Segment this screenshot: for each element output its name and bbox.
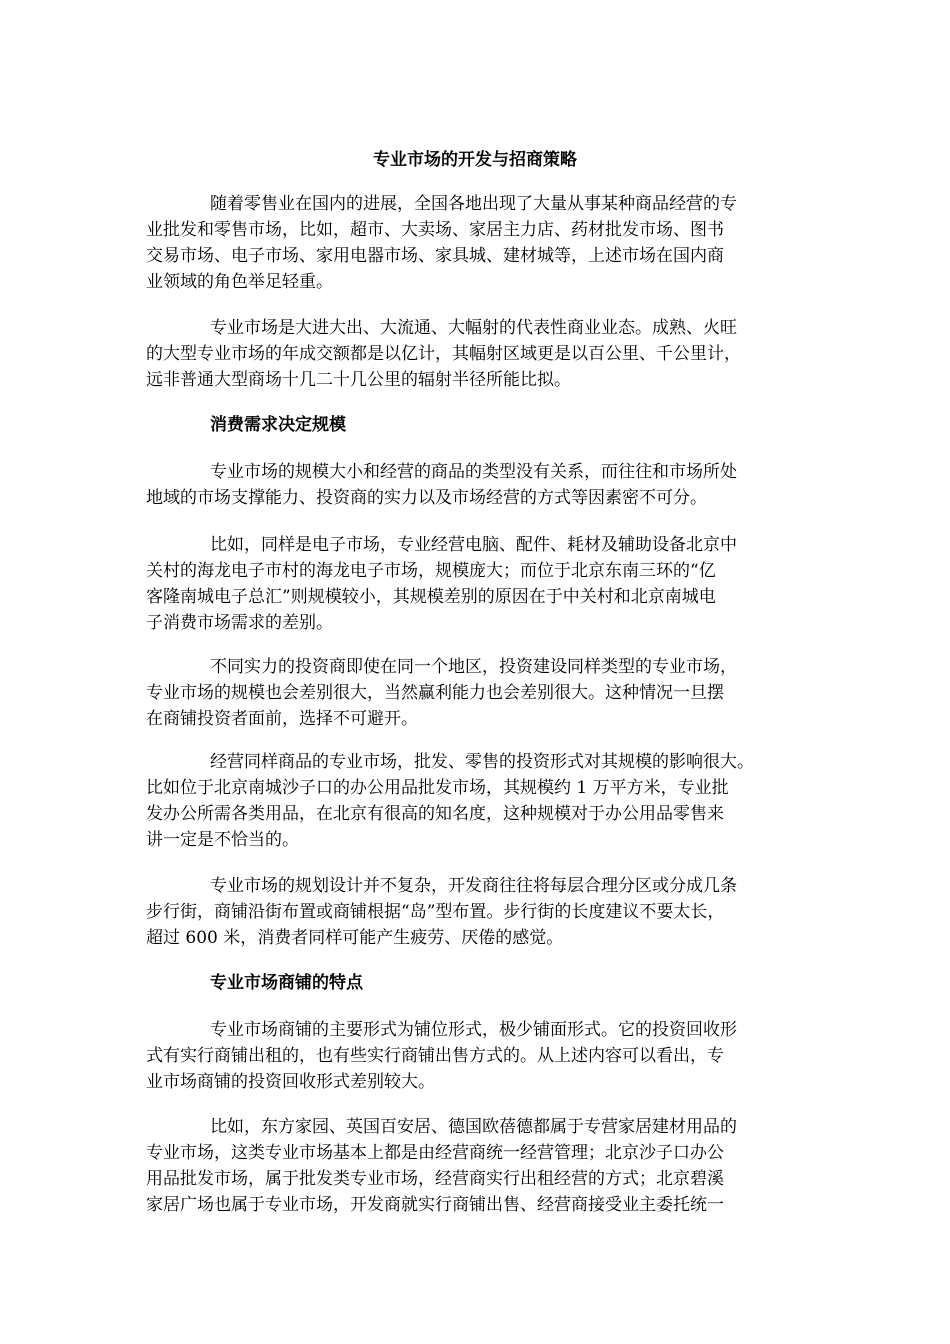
paragraph-line: 超过 600 米，消费者同样可能产生疲劳、厌倦的感觉。: [146, 928, 564, 948]
paragraph-line: 业领域的角色举足轻重。: [146, 272, 333, 292]
paragraph-line: 比如，东方家园、英国百安居、德国欧蓓德都属于专营家居建材用品的: [210, 1117, 737, 1137]
paragraph-line: 专业市场的规模也会差别很大，当然赢利能力也会差别很大。这种情况一旦摆: [146, 683, 724, 703]
paragraph-line: 专业市场是大进大出、大流通、大幅射的代表性商业业态。成熟、火旺: [210, 318, 737, 338]
paragraph-line: 步行街，商铺沿街布置或商铺根据“岛”型布置。步行街的长度建议不要太长，: [146, 902, 725, 922]
paragraph-line: 客隆南城电子总汇”则规模较小，其规模差别的原因在于中关村和北京南城电: [146, 587, 716, 607]
paragraph-line: 业批发和零售市场，比如，超市、大卖场、家居主力店、药材批发市场、图书: [146, 220, 724, 240]
paragraph-line: 发办公所需各类用品，在北京有很高的知名度，这种规模对于办公用品零售来: [146, 804, 724, 824]
paragraph-line: 随着零售业在国内的进展，全国各地出现了大量从事某种商品经营的专: [210, 194, 737, 214]
paragraph-line: 家居广场也属于专业市场，开发商就实行商铺出售、经营商接受业主委托统一: [146, 1195, 724, 1215]
paragraph-line: 在商铺投资者面前，选择不可避开。: [146, 709, 418, 729]
paragraph-9: [146, 1114, 806, 1218]
paragraph-line: 业市场商铺的投资回收形式差别较大。: [146, 1072, 435, 1092]
paragraph-7: [146, 873, 806, 951]
paragraph-line: 比如位于北京南城沙子口的办公用品批发市场，其规模约 1 万平方米，专业批: [146, 778, 729, 798]
paragraph-6: [146, 749, 806, 853]
paragraph-line: 远非普通大型商场十几二十几公里的辐射半径所能比拟。: [146, 370, 571, 390]
paragraph-line: 不同实力的投资商即使在同一个地区，投资建设同样类型的专业市场，: [210, 657, 737, 677]
paragraph-line: 用品批发市场，属于批发类专业市场，经营商实行出租经营的方式；北京碧溪: [146, 1169, 724, 1189]
section-heading-shop-features: 专业市场商铺的特点: [210, 973, 363, 993]
paragraph-line: 交易市场、电子市场、家用电器市场、家具城、建材城等，上述市场在国内商: [146, 246, 724, 266]
paragraph-2: [146, 315, 806, 393]
paragraph-line: 地域的市场支撑能力、投资商的实力以及市场经营的方式等因素密不可分。: [146, 488, 707, 508]
paragraph-line: 专业市场的规划设计并不复杂，开发商往往将每层合理分区或分成几条: [210, 876, 737, 896]
paragraph-line: 经营同样商品的专业市场，批发、零售的投资形式对其规模的影响很大。: [210, 752, 754, 772]
paragraph-line: 专业市场的规模大小和经营的商品的类型没有关系，而往往和市场所处: [210, 462, 737, 482]
paragraph-4: [146, 532, 806, 636]
paragraph-line: 关村的海龙电子市村的海龙电子市场，规模庞大；而位于北京东南三环的“亿: [146, 561, 716, 581]
paragraph-3: [146, 459, 806, 511]
paragraph-line: 式有实行商铺出租的，也有些实行商铺出售方式的。从上述内容可以看出，专: [146, 1046, 724, 1066]
paragraph-line: 比如，同样是电子市场，专业经营电脑、配件、耗材及辅助设备北京中: [210, 535, 737, 555]
paragraph-line: 的大型专业市场的年成交额都是以亿计，其幅射区域更是以百公里、千公里计，: [146, 344, 741, 364]
paragraph-line: 讲一定是不恰当的。: [146, 830, 299, 850]
section-heading-scale: 消费需求决定规模: [210, 415, 346, 435]
paragraph-line: 专业市场商铺的主要形式为铺位形式，极少铺面形式。它的投资回收形: [210, 1020, 737, 1040]
paragraph-line: 子消费市场需求的差别。: [146, 613, 333, 633]
paragraph-5: [146, 654, 806, 732]
paragraph-line: 专业市场，这类专业市场基本上都是由经营商统一经营管理；北京沙子口办公: [146, 1143, 724, 1163]
document-title: 专业市场的开发与招商策略: [373, 150, 577, 170]
paragraph-8: [146, 1017, 806, 1095]
paragraph-1: [146, 191, 806, 295]
